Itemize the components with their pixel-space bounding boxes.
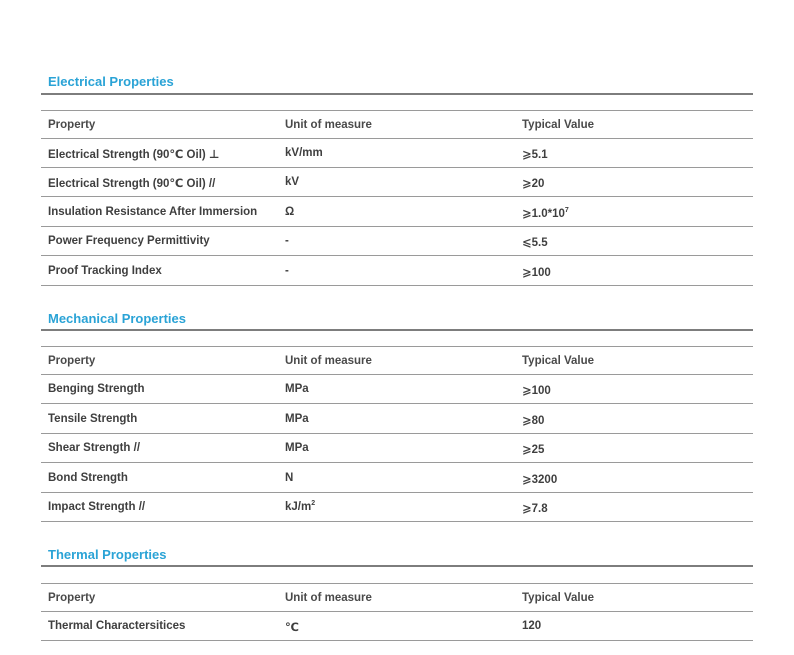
unit-cell: - <box>285 265 289 277</box>
section-rule <box>41 329 753 331</box>
table-row <box>41 139 753 168</box>
unit-cell: ℃ <box>285 622 299 634</box>
table-row <box>41 493 753 522</box>
unit-cell <box>285 501 315 513</box>
table-row <box>41 612 753 641</box>
column-header-value: Typical Value <box>522 592 595 604</box>
unit-cell: MPa <box>285 383 309 395</box>
thermal-properties-title: Thermal Properties <box>48 547 167 562</box>
value-cell: ⩾7.8 <box>522 503 548 515</box>
property-cell: Shear Strength // <box>48 442 141 454</box>
column-header-unit: Unit of measure <box>285 592 372 604</box>
table-row <box>41 405 753 434</box>
value-cell: ⩾3200 <box>522 474 558 486</box>
table-header-row <box>41 583 753 612</box>
table-row <box>41 198 753 227</box>
table-row <box>41 168 753 197</box>
value-cell <box>522 206 569 220</box>
property-cell: Thermal Charactersitices <box>48 620 186 632</box>
unit-cell: kV <box>285 176 300 188</box>
value-cell: ⩾20 <box>522 178 545 190</box>
value-cell: ⩽5.5 <box>522 237 548 249</box>
column-header-property: Property <box>48 119 96 131</box>
unit-main: kJ/m <box>285 501 312 513</box>
value-main: ⩾1.0*10 <box>522 208 565 220</box>
value-cell: ⩾25 <box>522 444 545 456</box>
property-cell: Electrical Strength (90℃ Oil) // <box>48 178 216 190</box>
property-cell: Impact Strength // <box>48 501 146 513</box>
unit-cell: N <box>285 472 294 484</box>
unit-cell: - <box>285 235 289 247</box>
unit-cell: kV/mm <box>285 147 323 159</box>
table-row <box>41 434 753 463</box>
property-cell: Bond Strength <box>48 472 128 484</box>
value-exponent: 7 <box>564 207 569 214</box>
table-row <box>41 227 753 256</box>
property-cell: Tensile Strength <box>48 413 138 425</box>
column-header-unit: Unit of measure <box>285 355 372 367</box>
property-cell: Insulation Resistance After Immersion <box>48 206 258 218</box>
value-cell: ⩾80 <box>522 415 545 427</box>
electrical-properties-title: Electrical Properties <box>48 74 174 89</box>
value-cell: ⩾5.1 <box>522 149 548 161</box>
value-cell: 120 <box>522 620 542 632</box>
unit-exponent: 2 <box>311 500 316 507</box>
section-rule <box>41 565 753 567</box>
column-header-value: Typical Value <box>522 355 595 367</box>
column-header-unit: Unit of measure <box>285 119 372 131</box>
table-row <box>41 375 753 404</box>
table-row <box>41 464 753 493</box>
property-cell: Benging Strength <box>48 383 145 395</box>
unit-cell: MPa <box>285 442 309 454</box>
table-header-row <box>41 110 753 139</box>
column-header-property: Property <box>48 592 96 604</box>
value-cell: ⩾100 <box>522 385 551 397</box>
column-header-value: Typical Value <box>522 119 595 131</box>
property-cell: Electrical Strength (90℃ Oil) ⊥ <box>48 149 220 161</box>
value-cell: ⩾100 <box>522 267 551 279</box>
column-header-property: Property <box>48 355 96 367</box>
unit-cell: MPa <box>285 413 309 425</box>
property-cell: Proof Tracking Index <box>48 265 162 277</box>
section-rule <box>41 93 753 95</box>
mechanical-properties-title: Mechanical Properties <box>48 311 186 326</box>
table-header-row <box>41 346 753 375</box>
table-row <box>41 257 753 286</box>
unit-cell: Ω <box>285 206 295 218</box>
property-cell: Power Frequency Permittivity <box>48 235 210 247</box>
